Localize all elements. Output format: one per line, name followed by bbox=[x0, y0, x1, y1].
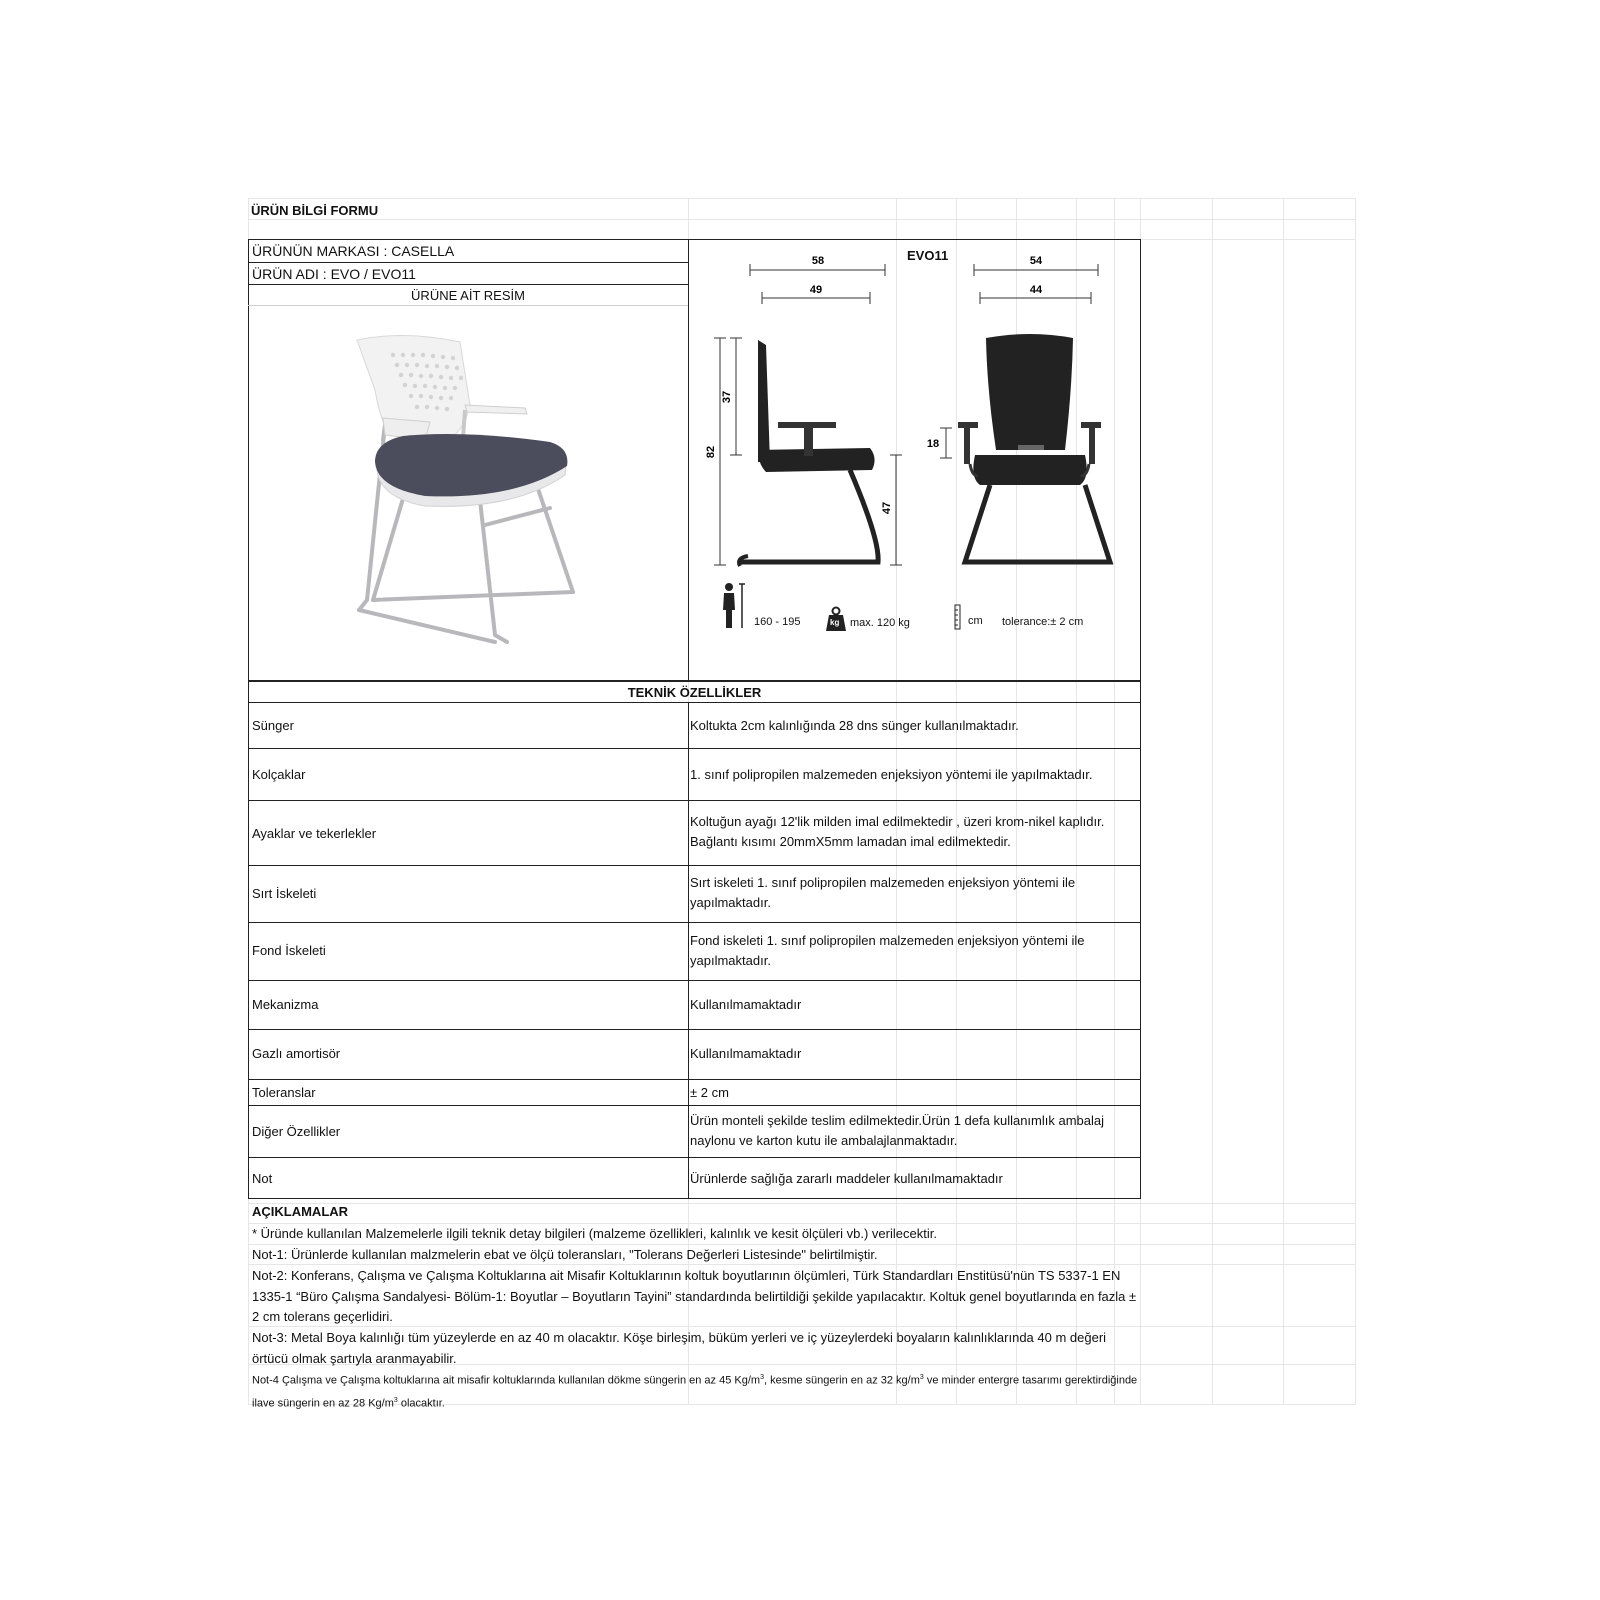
note-general: * Üründe kullanılan Malzemelerle ilgili teknik detay bilgileri (malzeme özellikleri, kalınlık ve kesit ölçüleri vb.) verilecektir. bbox=[252, 1226, 937, 1241]
note-4-part3: ve minder entergre tasarımı gerektirdiğinde ilave süngerin en az 28 Kg/m bbox=[252, 1374, 1138, 1410]
image-caption: ÜRÜNE AİT RESİM bbox=[411, 288, 525, 303]
notes-title: AÇIKLAMALAR bbox=[252, 1204, 349, 1219]
product-photo-chair bbox=[345, 330, 595, 650]
ruler-icon bbox=[953, 604, 963, 630]
tolerance-label: tolerance:± 2 cm bbox=[1002, 616, 1084, 628]
dim-49: 49 bbox=[809, 284, 823, 296]
front-view-chair bbox=[958, 334, 1110, 562]
note-4-sup1: 3 bbox=[760, 1374, 764, 1381]
note-4-part2: , kesme süngerin en az 32 kg/m bbox=[763, 1374, 920, 1387]
note-4-part1: Not-4 Çalışma ve Çalışma koltuklarına ait misafir koltuklarında kullanılan dökme süngerin en az 45 Kg/m bbox=[252, 1374, 761, 1387]
note-4 bbox=[252, 1368, 1142, 1413]
spec-label: Diğer Özellikler bbox=[252, 1124, 341, 1139]
note-2: Not-2: Konferans, Çalışma ve Çalışma Koltuklarına ait Misafir Koltuklarının koltuk boyutlarının ölçümleri, Türk Standardları Enstitüsü'nün TS 5337-1 EN 1335-1 “Büro Çalışma Sandalyesi- Bölüm-1: Boyutlar – Boyutların Tayini” standardında belirtildiği şekilde yapılacaktır. Koltuk genel boyutlarında en fazla ± 2 cm tolerans geçerlidiri. bbox=[252, 1268, 1137, 1324]
note-4-sup3: 3 bbox=[393, 1396, 398, 1404]
spec-label: Sırt İskeleti bbox=[252, 886, 317, 901]
spec-value: Ürünlerde sağlığa zararlı maddeler kullanılmamaktadır bbox=[690, 1171, 1003, 1186]
dim-82: 82 bbox=[705, 445, 717, 459]
user-height-range: 160 - 195 bbox=[754, 616, 801, 628]
product-name-row: ÜRÜN ADI : EVO / EVO11 bbox=[252, 266, 416, 282]
spec-value: Koltuğun ayağı 12'lik milden imal edilmektedir , üzeri krom-nikel kaplıdır. Bağlantı kısımı 20mmX5mm lamadan imal edilmektedir. bbox=[690, 814, 1105, 849]
spec-value: Sırt iskeleti 1. sınıf polipropilen malzemeden enjeksiyon yöntemi ile yapılmaktadır. bbox=[690, 875, 1076, 910]
user-height-icon bbox=[720, 582, 748, 632]
brand-row: ÜRÜNÜN MARKASI : CASELLA bbox=[252, 243, 455, 259]
spec-label: Gazlı amortisör bbox=[252, 1046, 341, 1061]
note-1: Not-1: Ürünlerde kullanılan malzmelerin ebat ve ölçü toleransları, "Tolerans Değerleri Listesinde" belirtilmiştir. bbox=[252, 1247, 878, 1262]
spec-value: Fond iskeleti 1. sınıf polipropilen malzemeden enjeksiyon yöntemi ile yapılmaktadır. bbox=[690, 933, 1085, 968]
note-4-part4: olacaktır. bbox=[397, 1397, 445, 1410]
spec-label: Toleranslar bbox=[252, 1085, 316, 1100]
side-view-chair bbox=[739, 340, 880, 566]
spec-value: 1. sınıf polipropilen malzemeden enjeksiyon yöntemi ile yapılmaktadır. bbox=[690, 767, 1093, 782]
dim-54: 54 bbox=[1029, 255, 1043, 267]
spec-label: Ayaklar ve tekerlekler bbox=[252, 826, 377, 841]
spec-label: Kolçaklar bbox=[252, 767, 306, 782]
spec-label: Fond İskeleti bbox=[252, 943, 326, 958]
dim-58: 58 bbox=[811, 255, 825, 267]
spec-label: Not bbox=[252, 1171, 273, 1186]
spec-value: Kullanılmamaktadır bbox=[690, 1046, 802, 1061]
note-4-sup2: 3 bbox=[919, 1374, 924, 1381]
weight-icon-label: kg bbox=[830, 618, 840, 627]
spec-value: ± 2 cm bbox=[690, 1085, 729, 1100]
technical-drawing bbox=[700, 250, 1130, 570]
max-load: max. 120 kg bbox=[850, 617, 910, 629]
spec-value: Koltukta 2cm kalınlığında 28 dns sünger kullanılmaktadır. bbox=[690, 718, 1019, 733]
spec-value: Kullanılmamaktadır bbox=[690, 997, 802, 1012]
form-title: ÜRÜN BİLGİ FORMU bbox=[251, 203, 379, 218]
dim-44: 44 bbox=[1029, 284, 1043, 296]
dim-37: 37 bbox=[721, 390, 733, 404]
dim-18: 18 bbox=[926, 438, 940, 450]
spec-label: Sünger bbox=[252, 718, 294, 733]
unit-label: cm bbox=[968, 615, 983, 627]
drawing-model-title: EVO11 bbox=[907, 248, 949, 263]
specs-title: TEKNİK ÖZELLİKLER bbox=[627, 685, 762, 700]
spec-label: Mekanizma bbox=[252, 997, 319, 1012]
spec-value: Ürün monteli şekilde teslim edilmektedir.Ürün 1 defa kullanımlık ambalaj naylonu ve karton kutu ile ambalajlanmaktadır. bbox=[690, 1113, 1105, 1148]
dim-47: 47 bbox=[881, 501, 893, 515]
note-3: Not-3: Metal Boya kalınlığı tüm yüzeylerde en az 40 m olacaktır. Köşe birleşim, büküm yerleri ve iç yüzeylerdeki boyaların kalınlıklarında 40 m değeri örtücü olmak şartıyla aranmayabilir. bbox=[252, 1330, 1107, 1366]
